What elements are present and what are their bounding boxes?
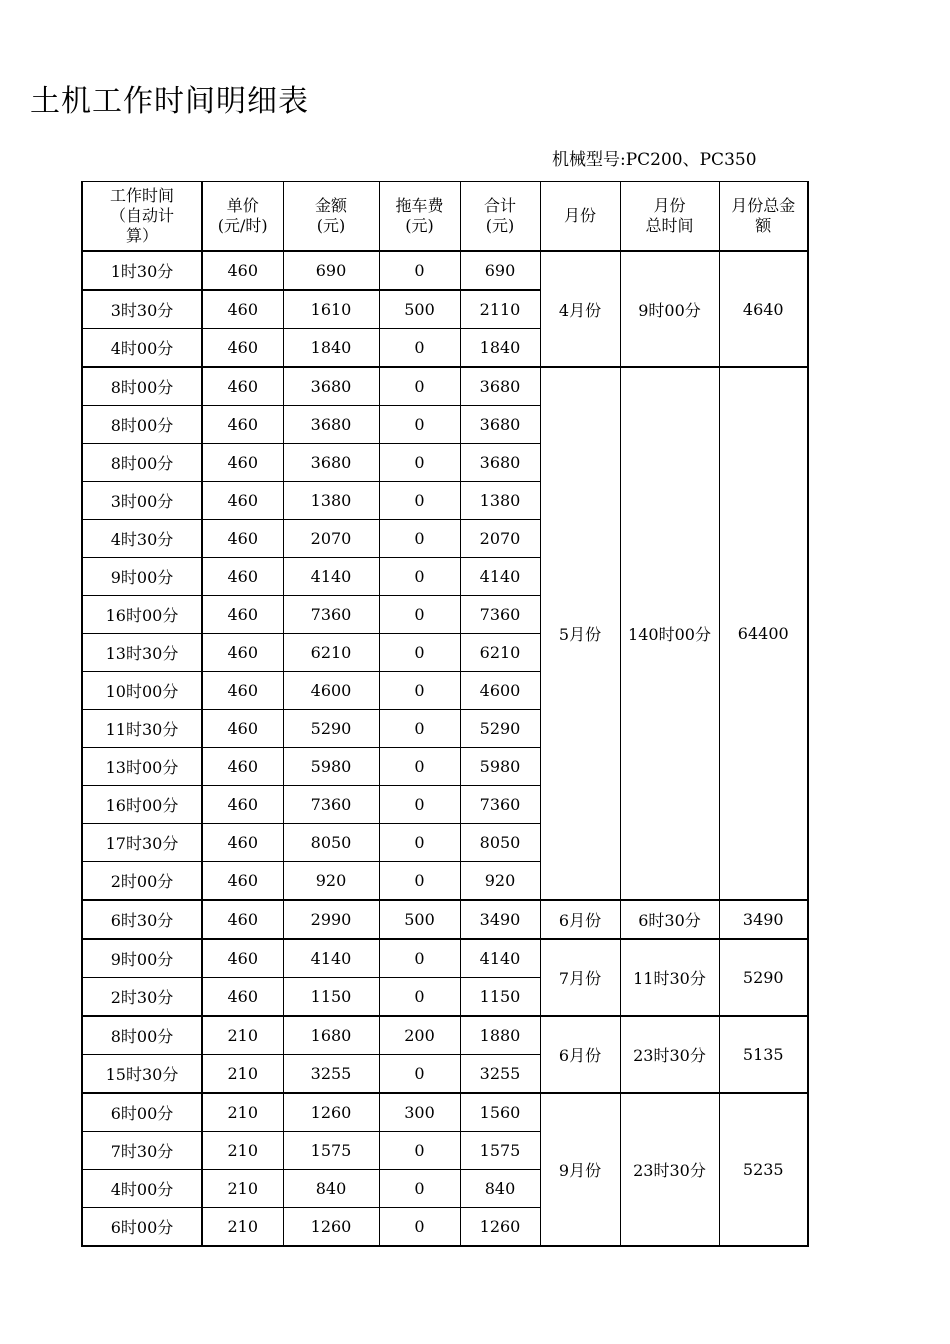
month-total-time-cell: 11时30分 [620,939,719,1016]
amount-cell: 1260 [283,1208,379,1247]
towing-fee-cell: 0 [379,558,460,596]
unit-price-cell: 460 [202,596,283,634]
month-cell: 9月份 [540,1093,620,1246]
unit-price-cell: 460 [202,520,283,558]
month-cell: 4月份 [540,251,620,367]
amount-cell: 1380 [283,482,379,520]
subtotal-cell: 4600 [460,672,540,710]
amount-cell: 1840 [283,329,379,368]
amount-cell: 690 [283,251,379,290]
amount-cell: 6210 [283,634,379,672]
unit-price-cell: 210 [202,1208,283,1247]
unit-price-cell: 460 [202,444,283,482]
unit-price-cell: 460 [202,406,283,444]
table-row [82,1016,808,1055]
header-subtotal: 合计 (元) [460,182,540,252]
work-time-cell: 3时00分 [82,482,202,520]
month-total-amount-cell: 3490 [719,900,808,939]
month-total-amount-cell: 5235 [719,1093,808,1246]
work-time-cell: 6时00分 [82,1208,202,1247]
unit-price-cell: 460 [202,710,283,748]
subtotal-cell: 3255 [460,1055,540,1094]
month-cell: 5月份 [540,367,620,900]
subtotal-cell: 2110 [460,290,540,329]
amount-cell: 920 [283,862,379,901]
towing-fee-cell: 0 [379,710,460,748]
month-total-time-cell: 23时30分 [620,1016,719,1093]
subtotal-cell: 1880 [460,1016,540,1055]
towing-fee-cell: 0 [379,978,460,1017]
subtotal-cell: 3680 [460,406,540,444]
month-total-time-cell: 23时30分 [620,1093,719,1246]
amount-cell: 5980 [283,748,379,786]
unit-price-cell: 460 [202,367,283,406]
towing-fee-cell: 0 [379,367,460,406]
amount-cell: 1150 [283,978,379,1017]
header-month-total-time: 月份 总时间 [620,182,719,252]
work-time-cell: 16时00分 [82,596,202,634]
amount-cell: 2990 [283,900,379,939]
unit-price-cell: 460 [202,482,283,520]
subtotal-cell: 3680 [460,444,540,482]
towing-fee-cell: 0 [379,786,460,824]
header-month: 月份 [540,182,620,252]
subtotal-cell: 7360 [460,786,540,824]
work-time-cell: 15时30分 [82,1055,202,1094]
subtotal-cell: 1560 [460,1093,540,1132]
amount-cell: 1260 [283,1093,379,1132]
amount-cell: 3255 [283,1055,379,1094]
work-time-cell: 8时00分 [82,1016,202,1055]
work-time-cell: 9时00分 [82,558,202,596]
amount-cell: 4600 [283,672,379,710]
month-total-amount-cell: 5290 [719,939,808,1016]
month-total-amount-cell: 64400 [719,367,808,900]
towing-fee-cell: 0 [379,482,460,520]
header-month-total-amount: 月份总金 额 [719,182,808,252]
towing-fee-cell: 0 [379,634,460,672]
work-time-cell: 6时30分 [82,900,202,939]
amount-cell: 5290 [283,710,379,748]
amount-cell: 8050 [283,824,379,862]
towing-fee-cell: 0 [379,1208,460,1247]
subtotal-cell: 5290 [460,710,540,748]
subtotal-cell: 690 [460,251,540,290]
subtotal-cell: 5980 [460,748,540,786]
table-row [82,900,808,939]
subtotal-cell: 3490 [460,900,540,939]
towing-fee-cell: 0 [379,1132,460,1170]
unit-price-cell: 460 [202,900,283,939]
amount-cell: 7360 [283,596,379,634]
work-time-cell: 8时00分 [82,444,202,482]
towing-fee-cell: 0 [379,862,460,901]
month-total-time-cell: 140时00分 [620,367,719,900]
month-total-time-cell: 9时00分 [620,251,719,367]
work-time-cell: 9时00分 [82,939,202,978]
unit-price-cell: 210 [202,1132,283,1170]
towing-fee-cell: 0 [379,748,460,786]
unit-price-cell: 460 [202,978,283,1017]
header-amount: 金额 (元) [283,182,379,252]
amount-cell: 7360 [283,786,379,824]
amount-cell: 840 [283,1170,379,1208]
work-time-cell: 4时00分 [82,329,202,368]
amount-cell: 4140 [283,939,379,978]
amount-cell: 1610 [283,290,379,329]
subtotal-cell: 1380 [460,482,540,520]
unit-price-cell: 460 [202,290,283,329]
towing-fee-cell: 0 [379,520,460,558]
work-time-cell: 17时30分 [82,824,202,862]
table-row [82,939,808,978]
amount-cell: 1575 [283,1132,379,1170]
unit-price-cell: 210 [202,1055,283,1094]
work-time-cell: 6时00分 [82,1093,202,1132]
subtotal-cell: 840 [460,1170,540,1208]
unit-price-cell: 210 [202,1093,283,1132]
work-time-cell: 10时00分 [82,672,202,710]
unit-price-cell: 460 [202,748,283,786]
subtotal-cell: 1840 [460,329,540,368]
unit-price-cell: 460 [202,251,283,290]
work-time-cell: 13时00分 [82,748,202,786]
subtotal-cell: 4140 [460,558,540,596]
subtotal-cell: 1260 [460,1208,540,1247]
unit-price-cell: 460 [202,558,283,596]
work-time-cell: 11时30分 [82,710,202,748]
subtotal-cell: 7360 [460,596,540,634]
subtotal-cell: 4140 [460,939,540,978]
header-work-time: 工作时间 （自动计 算） [82,182,202,252]
header-towing-fee: 拖车费 (元) [379,182,460,252]
amount-cell: 3680 [283,444,379,482]
amount-cell: 1680 [283,1016,379,1055]
towing-fee-cell: 500 [379,900,460,939]
work-time-cell: 7时30分 [82,1132,202,1170]
month-cell: 6月份 [540,1016,620,1093]
unit-price-cell: 210 [202,1170,283,1208]
work-time-cell: 8时00分 [82,367,202,406]
unit-price-cell: 460 [202,329,283,368]
table-body [82,182,808,1247]
towing-fee-cell: 0 [379,1055,460,1094]
subtotal-cell: 920 [460,862,540,901]
work-time-cell: 2时00分 [82,862,202,901]
subtotal-cell: 1575 [460,1132,540,1170]
amount-cell: 2070 [283,520,379,558]
header-unit-price: 单价 (元/时) [202,182,283,252]
towing-fee-cell: 200 [379,1016,460,1055]
unit-price-cell: 460 [202,824,283,862]
machine-model-label: 机械型号:PC200、PC350 [552,150,757,170]
towing-fee-cell: 0 [379,406,460,444]
table-row [82,251,808,290]
work-time-cell: 1时30分 [82,251,202,290]
towing-fee-cell: 0 [379,824,460,862]
header-row [82,182,808,252]
towing-fee-cell: 0 [379,596,460,634]
towing-fee-cell: 0 [379,672,460,710]
sheet-title: 土机工作时间明细表 [30,84,309,119]
amount-cell: 4140 [283,558,379,596]
towing-fee-cell: 500 [379,290,460,329]
work-time-table [81,181,809,1247]
towing-fee-cell: 0 [379,1170,460,1208]
subtotal-cell: 3680 [460,367,540,406]
month-total-time-cell: 6时30分 [620,900,719,939]
work-time-cell: 2时30分 [82,978,202,1017]
table-row [82,1093,808,1132]
work-time-cell: 13时30分 [82,634,202,672]
towing-fee-cell: 0 [379,329,460,368]
table-row [82,367,808,406]
month-total-amount-cell: 4640 [719,251,808,367]
subtotal-cell: 6210 [460,634,540,672]
subtotal-cell: 1150 [460,978,540,1017]
work-time-cell: 8时00分 [82,406,202,444]
unit-price-cell: 460 [202,862,283,901]
unit-price-cell: 460 [202,634,283,672]
amount-cell: 3680 [283,367,379,406]
towing-fee-cell: 0 [379,251,460,290]
amount-cell: 3680 [283,406,379,444]
work-time-cell: 16时00分 [82,786,202,824]
work-time-cell: 4时00分 [82,1170,202,1208]
month-cell: 7月份 [540,939,620,1016]
unit-price-cell: 460 [202,786,283,824]
unit-price-cell: 210 [202,1016,283,1055]
subtotal-cell: 2070 [460,520,540,558]
unit-price-cell: 460 [202,672,283,710]
month-cell: 6月份 [540,900,620,939]
towing-fee-cell: 300 [379,1093,460,1132]
towing-fee-cell: 0 [379,939,460,978]
work-time-cell: 3时30分 [82,290,202,329]
unit-price-cell: 460 [202,939,283,978]
subtotal-cell: 8050 [460,824,540,862]
towing-fee-cell: 0 [379,444,460,482]
work-time-cell: 4时30分 [82,520,202,558]
month-total-amount-cell: 5135 [719,1016,808,1093]
